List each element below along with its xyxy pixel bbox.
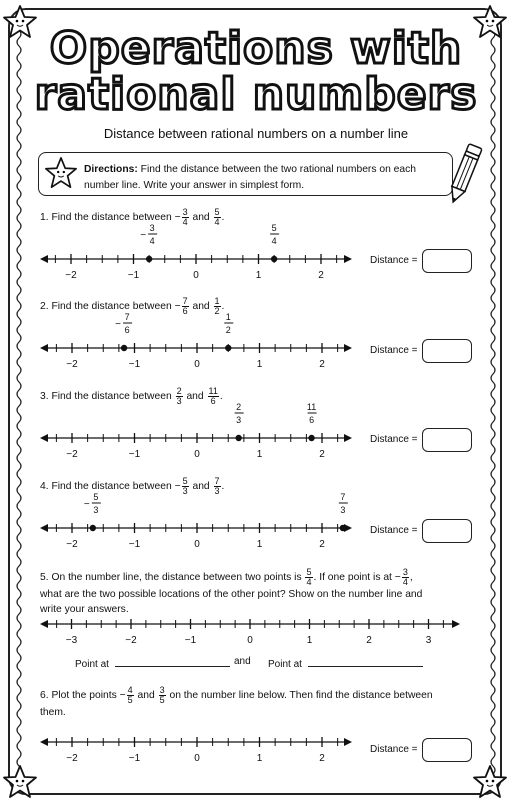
tick-label: 1: [256, 359, 263, 370]
denominator: 6: [182, 306, 188, 316]
period: .: [219, 391, 223, 403]
plotted-point: [225, 345, 231, 351]
denominator: 4: [182, 217, 188, 227]
question-number: 2.: [40, 301, 49, 313]
tick-label: 2: [319, 359, 325, 370]
period: .: [221, 481, 225, 493]
period: .: [221, 212, 225, 224]
point-denominator: 6: [309, 415, 315, 425]
tick-label: 3: [425, 635, 432, 646]
point-denominator: 3: [340, 505, 346, 515]
point-denominator: 4: [271, 236, 277, 246]
period: .: [221, 301, 225, 313]
point-at-label: Point at: [268, 659, 302, 670]
tick-label: 0: [194, 539, 200, 550]
question-number: 1.: [40, 212, 49, 224]
question-text: Find the distance between: [51, 212, 172, 224]
plotted-point: [271, 256, 277, 262]
tick-label: 2: [319, 449, 325, 460]
question-text: , what are the two possible locations of the other point? Show on the number line and write your answers.: [40, 572, 423, 615]
right-arrow-icon: [452, 620, 460, 628]
left-arrow-icon: [40, 344, 48, 352]
page-subtitle: Distance between rational numbers on a number line: [103, 126, 409, 141]
fraction-sign: −: [174, 481, 181, 492]
distance-label: Distance =: [370, 525, 418, 536]
point-sign: −: [83, 499, 90, 510]
point-sign: −: [140, 230, 147, 241]
tick-label: 1: [255, 270, 262, 281]
tick-label: −3: [65, 635, 78, 646]
denominator: 3: [176, 396, 182, 406]
tick-label: 0: [194, 449, 200, 460]
plotted-point: [146, 256, 152, 262]
and-word: and: [137, 690, 155, 702]
tick-label: −1: [184, 635, 197, 646]
left-arrow-icon: [40, 255, 48, 263]
and-word: and: [192, 481, 210, 493]
tick-label: 0: [193, 270, 199, 281]
tick-label: 1: [256, 753, 263, 764]
denominator: 4: [402, 577, 408, 587]
question-number: 3.: [40, 391, 49, 403]
tick-label: −2: [66, 753, 78, 764]
numerator: 4: [127, 685, 133, 695]
point-numerator: 3: [149, 223, 155, 233]
denominator: 2: [214, 306, 220, 316]
point-numerator: 7: [124, 312, 130, 322]
distance-label: Distance =: [370, 744, 418, 755]
numerator: 7: [182, 296, 188, 306]
tick-label: −2: [65, 270, 77, 281]
tick-label: 2: [318, 270, 324, 281]
question-number: 5.: [40, 572, 49, 584]
point-denominator: 6: [124, 325, 130, 335]
and-word: and: [192, 212, 210, 224]
tick-label: −1: [128, 539, 141, 550]
denominator: 5: [127, 695, 133, 705]
point-numerator: 1: [225, 312, 231, 322]
numerator: 5: [214, 207, 220, 217]
denominator: 4: [214, 217, 220, 227]
tick-label: 0: [194, 753, 200, 764]
tick-label: 1: [256, 449, 263, 460]
numerator: 5: [306, 567, 312, 577]
point-denominator: 2: [225, 325, 231, 335]
tick-label: 2: [319, 753, 325, 764]
tick-label: 1: [306, 635, 313, 646]
left-arrow-icon: [40, 434, 48, 442]
denominator: 3: [214, 486, 220, 496]
right-arrow-icon: [344, 738, 352, 746]
tick-label: 2: [319, 539, 325, 550]
distance-label: Distance =: [370, 434, 418, 445]
question-text: Find the distance between: [51, 391, 172, 403]
question-text: On the number line, the distance between two points is: [51, 572, 302, 584]
question-number: 4.: [40, 481, 49, 493]
point-numerator: 2: [236, 402, 242, 412]
point-numerator: 5: [271, 223, 277, 233]
directions-body: Find the distance between the two rational numbers on each number line. Write your answer in simplest form.: [84, 164, 416, 191]
numerator: 5: [182, 476, 188, 486]
fraction-sign: −: [174, 301, 181, 312]
point-denominator: 3: [93, 505, 99, 515]
tick-label: −2: [66, 359, 78, 370]
numerator: 11: [208, 386, 218, 396]
question-text: on the number line below. Then find the distance between them.: [40, 690, 433, 718]
tick-label: −1: [128, 359, 141, 370]
tick-label: −1: [128, 753, 141, 764]
left-arrow-icon: [40, 524, 48, 532]
question-text: . If one point is at: [313, 572, 392, 584]
question-number: 6.: [40, 690, 49, 702]
denominator: 5: [159, 695, 165, 705]
right-arrow-icon: [344, 255, 352, 263]
plotted-point: [340, 525, 346, 531]
left-arrow-icon: [40, 620, 48, 628]
numerator: 2: [176, 386, 182, 396]
and-word: and: [192, 301, 210, 313]
left-arrow-icon: [40, 738, 48, 746]
denominator: 3: [182, 486, 188, 496]
tick-label: 0: [247, 635, 253, 646]
point-numerator: 11: [306, 402, 317, 412]
page-title-line-1: Operations with: [49, 23, 463, 74]
distance-label: Distance =: [370, 345, 418, 356]
point-numerator: 5: [93, 492, 99, 502]
question-text: Find the distance between: [51, 481, 172, 493]
and-word: and: [186, 391, 204, 403]
fraction-sign: −: [394, 572, 401, 583]
denominator: 4: [306, 577, 312, 587]
point-numerator: 7: [340, 492, 346, 502]
fraction-sign: −: [119, 690, 126, 701]
point-sign: −: [115, 319, 122, 330]
numerator: 7: [214, 476, 220, 486]
tick-label: −1: [128, 449, 141, 460]
question-text: Find the distance between: [51, 301, 172, 313]
tick-label: 1: [256, 539, 263, 550]
tick-label: 2: [366, 635, 372, 646]
tick-label: −2: [125, 635, 137, 646]
fraction-sign: −: [174, 212, 181, 223]
tick-label: 0: [194, 359, 200, 370]
plotted-point: [235, 435, 241, 441]
numerator: 3: [402, 567, 408, 577]
right-arrow-icon: [344, 344, 352, 352]
tick-label: −2: [66, 449, 78, 460]
numerator: 3: [182, 207, 188, 217]
denominator: 6: [210, 396, 216, 406]
right-arrow-icon: [344, 434, 352, 442]
plotted-point: [90, 525, 96, 531]
plotted-point: [308, 435, 314, 441]
point-at-label: Point at: [75, 659, 109, 670]
numerator: 1: [214, 296, 220, 306]
distance-label: Distance =: [370, 255, 418, 266]
and-label: and: [234, 656, 251, 667]
numerator: 3: [159, 685, 165, 695]
point-denominator: 4: [149, 236, 155, 246]
directions-label: Directions:: [84, 164, 138, 175]
point-denominator: 3: [236, 415, 242, 425]
tick-label: −1: [127, 270, 140, 281]
plotted-point: [121, 345, 127, 351]
page-title-line-2: rational numbers: [34, 69, 478, 120]
tick-label: −2: [66, 539, 78, 550]
question-text: Plot the points: [51, 690, 117, 702]
